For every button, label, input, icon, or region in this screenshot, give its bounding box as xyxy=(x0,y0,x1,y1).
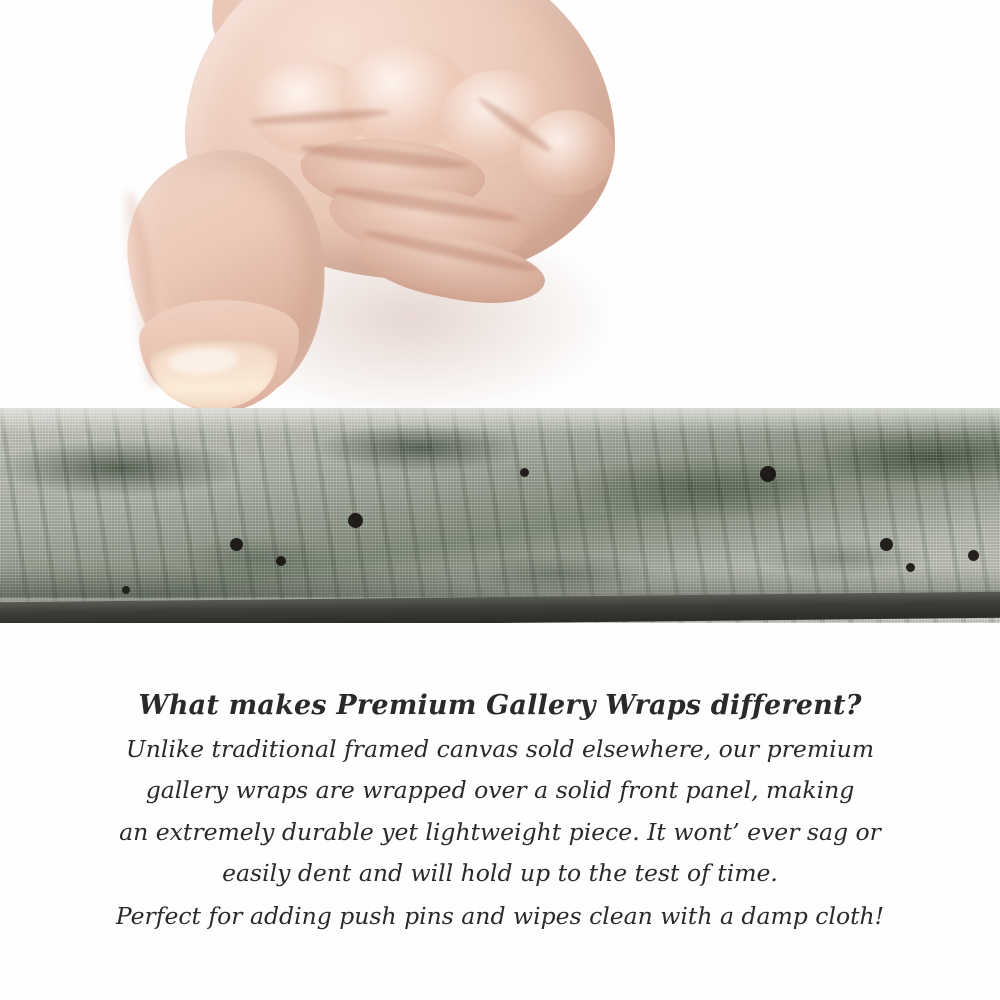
caption-title: What makes Premium Gallery Wraps different? xyxy=(138,690,862,721)
caption-body xyxy=(0,733,1000,934)
hand-photo-region xyxy=(0,0,1000,415)
canvas-speck xyxy=(348,513,363,528)
canvas-speck xyxy=(276,556,286,566)
canvas-speck xyxy=(880,538,893,551)
canvas-speck xyxy=(760,466,776,482)
knuckle-4 xyxy=(520,110,615,195)
caption-line: easily dent and will hold up to the test of time. xyxy=(222,859,778,888)
canvas-top-highlight xyxy=(0,408,1000,434)
canvas-speck xyxy=(520,468,529,477)
caption-closing-line: Perfect for adding push pins and wipes clean with a damp cloth! xyxy=(115,902,885,931)
caption-line: Unlike traditional framed canvas sold elsewhere, our premium xyxy=(125,735,875,763)
canvas-speck xyxy=(230,538,243,551)
canvas-speck xyxy=(968,550,979,561)
caption-block xyxy=(0,690,1000,942)
caption-line: gallery wraps are wrapped over a solid front panel, making xyxy=(145,776,855,805)
canvas-wrap-edge xyxy=(0,408,1000,623)
caption-line: an extremely durable yet lightweight piece. It wont’ ever sag or xyxy=(119,817,881,846)
